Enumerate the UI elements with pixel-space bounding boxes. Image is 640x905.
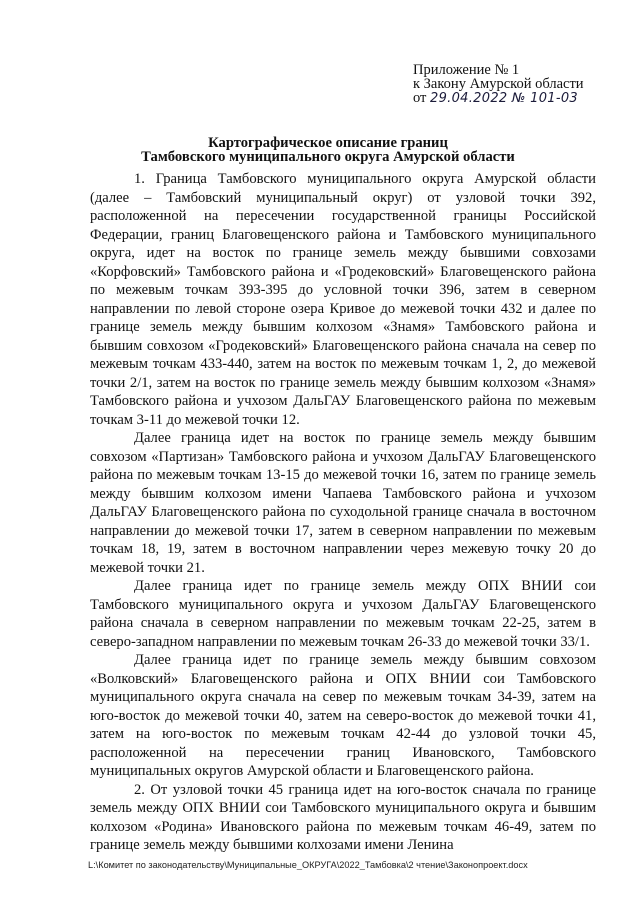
appendix-law-reference: к Закону Амурской области xyxy=(413,76,584,92)
appendix-number: Приложение № 1 xyxy=(413,62,520,78)
appendix-date-prefix: от xyxy=(413,90,427,106)
document-body xyxy=(90,170,596,855)
paragraph-1: 1. Граница Тамбовского муниципального округа Амурской области (далее – Тамбовский муниципальный округ) от узловой точки 392, расположенной на пересечении государственной границы Российской Федерации, границ Благовещенского района и Тамбовского муниципального округа, идет на восток по границе земель между бывшими совхозами «Корфовский» Тамбовского района и «Гродековский» Благовещенского района по межевым точкам 393-395 до условной точки 396, затем в северном направлении по левой стороне озера Кривое до межевой точки 432 и далее по границе земель между бывшим колхозом «Знамя» Тамбовского района и бывшим совхозом «Гродековский» Благовещенского района сначала на север по межевым точкам 433-440, затем на восток по межевым точкам 1, 2, до межевой точки 2/1, затем на восток по границе земель между бывшим колхозом «Знамя» Тамбовского района и учхозом ДальГАУ Благовещенского района по межевым точкам 3-11 до межевой точки 12. xyxy=(90,171,596,428)
handwritten-date-number: 29.04.2022 № 101-03 xyxy=(430,91,578,106)
title-line-1: Картографическое описание границ xyxy=(208,135,448,151)
paragraph-2: Далее граница идет на восток по границе земель между бывшим совхозом «Партизан» Тамбовского района и учхозом ДальГАУ Благовещенского района по межевым точкам 13-15 до межевой точки 16, затем по границе земель между бывшим колхозом имени Чапаева Тамбовского района и учхозом ДальГАУ Благовещенского района по суходольной границе сначала в восточном направлении до межевой точки 17, затем в северном направлении по межевым точкам 18, 19, затем в восточном направлении через межевую точку 20 до межевой точки 21. xyxy=(90,430,596,576)
paragraph-5: 2. От узловой точки 45 граница идет на юго-восток сначала по границе земель между ОПХ ВНИИ сои Тамбовского муниципального округа и бывшим колхозом «Родина» Ивановского района по межевым точкам 46-49, затем по границе земель между бывшими колхозами имени Ленина xyxy=(90,781,596,853)
paragraph-3: Далее граница идет по границе земель между ОПХ ВНИИ сои Тамбовского муниципального округа и учхозом ДальГАУ Благовещенского района сначала в северном направлении по межевым точкам 22-25, затем в северо-западном направлении по межевым точкам 26-33 до межевой точки 33/1. xyxy=(90,578,596,650)
footer-file-path: L:\Комитет по законодательству\Муниципальные_ОКРУГА\2022_Тамбовка\2 чтение\Законопроект.docx xyxy=(88,860,528,870)
title-line-2: Тамбовского муниципального округа Амурской области xyxy=(141,149,515,165)
paragraph-4: Далее граница идет по границе земель между бывшим совхозом «Волковский» Благовещенского района и ОПХ ВНИИ сои Тамбовского муниципального округа сначала на север по межевым точкам 34-39, затем на юго-восток до межевой точки 40, затем на северо-восток до межевой точки 41, затем на юго-восток по межевым точкам 42-44 до узловой точки 45, расположенной на пересечении границ Ивановского, Тамбовского муниципальных округов Амурской области и Благовещенского района. xyxy=(90,652,596,779)
appendix-header xyxy=(413,63,628,106)
appendix-date-line xyxy=(413,91,628,106)
document-title xyxy=(60,136,596,164)
